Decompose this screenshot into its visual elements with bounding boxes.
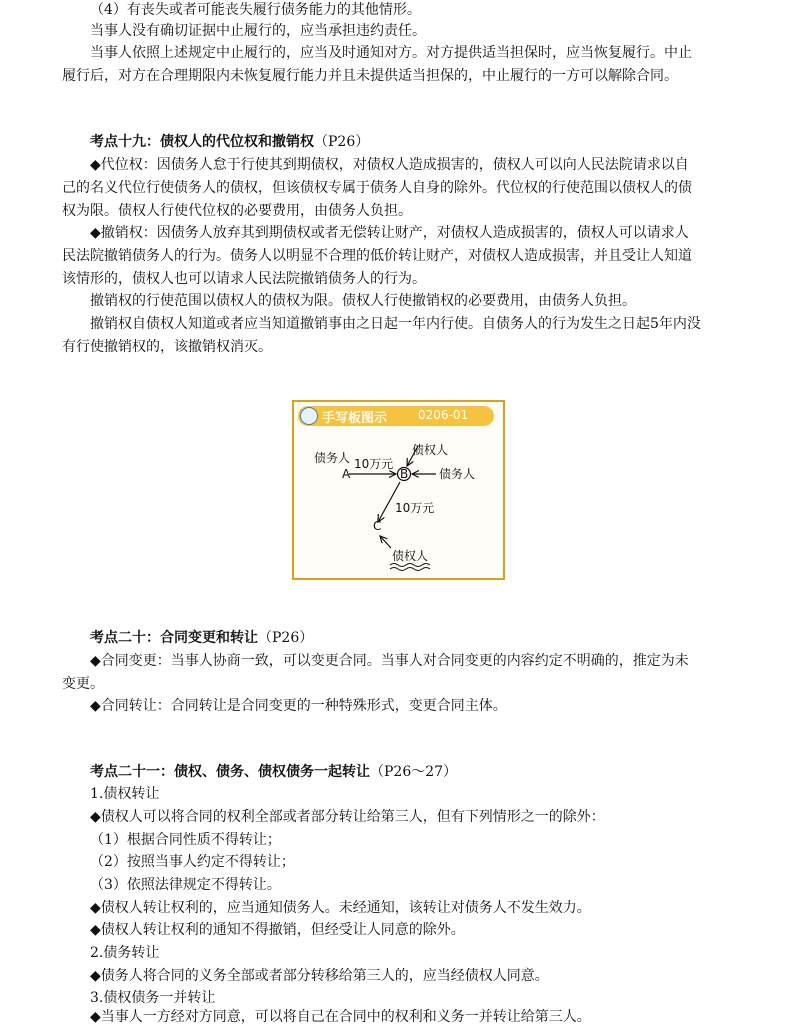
section-heading-19 <box>90 132 369 152</box>
page-ref: （P26～27） <box>370 764 458 780</box>
paragraph-line: ◆合同变更：当事人协商一致，可以变更合同。当事人对合同变更的内容约定不明确的，推定为未 <box>90 653 689 669</box>
transfer-diagram <box>294 402 503 578</box>
heading-title: 考点十九：债权人的代位权和撤销权 <box>90 134 314 150</box>
paragraph-line: （2）按照当事人约定不得转让； <box>90 854 295 870</box>
page-ref: （P26） <box>258 630 314 646</box>
heading-title: 考点二十一：债权、债务、债权债务一起转让 <box>90 764 370 780</box>
paragraph-line: 权为限。债权人行使代位权的必要费用，由债务人负担。 <box>62 203 412 219</box>
debtor-right-label: 债务人 <box>439 467 476 481</box>
debtor-left-label: 债务人 <box>314 451 351 465</box>
paragraph-line: 3.债权债务一并转让 <box>90 990 216 1006</box>
paragraph-line: 有行使撤销权的，该撤销权消灭。 <box>62 339 272 355</box>
paragraph-line: ◆撤销权：因债务人放弃其到期债权或者无偿转让财产，对债权人造成损害的，债权人可以请求人 <box>90 225 689 241</box>
paragraph-line: 当事人依照上述规定中止履行的，应当及时通知对方。对方提供适当担保时，应当恢复履行。中止 <box>90 45 692 61</box>
handwriting-board-figure <box>292 400 505 580</box>
paragraph-line: 履行后，对方在合理期限内未恢复履行能力并且未提供适当担保的，中止履行的一方可以解除合同。 <box>62 68 678 84</box>
paragraph-line: ◆债权人可以将合同的权利全部或者部分转让给第三人，但有下列情形之一的除外： <box>90 809 605 825</box>
paragraph-line: 当事人没有确切证据中止履行的，应当承担违约责任。 <box>90 23 426 39</box>
paragraph-line: ◆债权人转让权利的通知不得撤销，但经受让人同意的除外。 <box>90 922 465 938</box>
paragraph-line: ◆合同转让：合同转让是合同变更的一种特殊形式，变更合同主体。 <box>90 698 507 714</box>
paragraph-line: 己的名义代位行使债务人的债权，但该债权专属于债务人自身的除外。代位权的行使范围以债权人的债 <box>62 180 692 196</box>
wavy-underline <box>390 564 430 567</box>
heading-title: 考点二十：合同变更和转让 <box>90 630 258 646</box>
paragraph-line: 变更。 <box>62 676 104 692</box>
section-heading-20 <box>90 628 313 648</box>
figure-code: 0206-01 <box>418 408 469 422</box>
creditor-bottom-label: 债权人 <box>392 549 429 563</box>
paragraph-line: （3）依照法律规定不得转让。 <box>90 877 281 893</box>
wavy-underline <box>390 568 430 571</box>
paragraph-line: 撤销权自债权人知道或者应当知道撤销事由之日起一年内行使。自债务人的行为发生之日起5年内没 <box>90 316 701 332</box>
paragraph-line: 该情形的，债权人也可以请求人民法院撤销债务人的行为。 <box>62 271 426 287</box>
paragraph-line: 撤销权的行使范围以债权人的债权为限。债权人行使撤销权的必要费用，由债务人负担。 <box>90 293 636 309</box>
paragraph-line: （1）根据合同性质不得转让； <box>90 832 281 848</box>
amount-ab-label: 10万元 <box>354 457 394 471</box>
creditor-top-label: 债权人 <box>412 443 449 457</box>
arrow-creditor-to-c <box>380 536 391 548</box>
section-heading-21 <box>90 762 457 782</box>
node-b-label: B <box>400 467 409 481</box>
paragraph-line: ◆当事人一方经对方同意，可以将自己在合同中的权利和义务一并转让给第三人。 <box>90 1009 591 1025</box>
paragraph-line: ◆债权人转让权利的，应当通知债务人。未经通知，该转让对债务人不发生效力。 <box>90 900 591 916</box>
node-a-label: A <box>342 467 351 481</box>
amount-bc-label: 10万元 <box>395 501 435 515</box>
paragraph-line: ◆债务人将合同的义务全部或者部分转移给第三人的，应当经债权人同意。 <box>90 968 549 984</box>
node-c-label: C <box>373 519 382 533</box>
paragraph-line: ◆代位权：因债务人怠于行使其到期债权，对债权人造成损害的，债权人可以向人民法院请求以自 <box>90 157 689 173</box>
page-ref: （P26） <box>314 134 370 150</box>
figure-title: 手写板图示 <box>322 411 388 426</box>
paragraph-line: 2.债务转让 <box>90 945 160 961</box>
paragraph-line: 1.债权转让 <box>90 786 160 802</box>
paragraph-line: 民法院撤销债务人的行为。债务人以明显不合理的低价转让财产，对债权人造成损害，并且受让人知道 <box>62 248 692 264</box>
paragraph-line: （4）有丧失或者可能丧失履行债务能力的其他情形。 <box>90 2 421 18</box>
